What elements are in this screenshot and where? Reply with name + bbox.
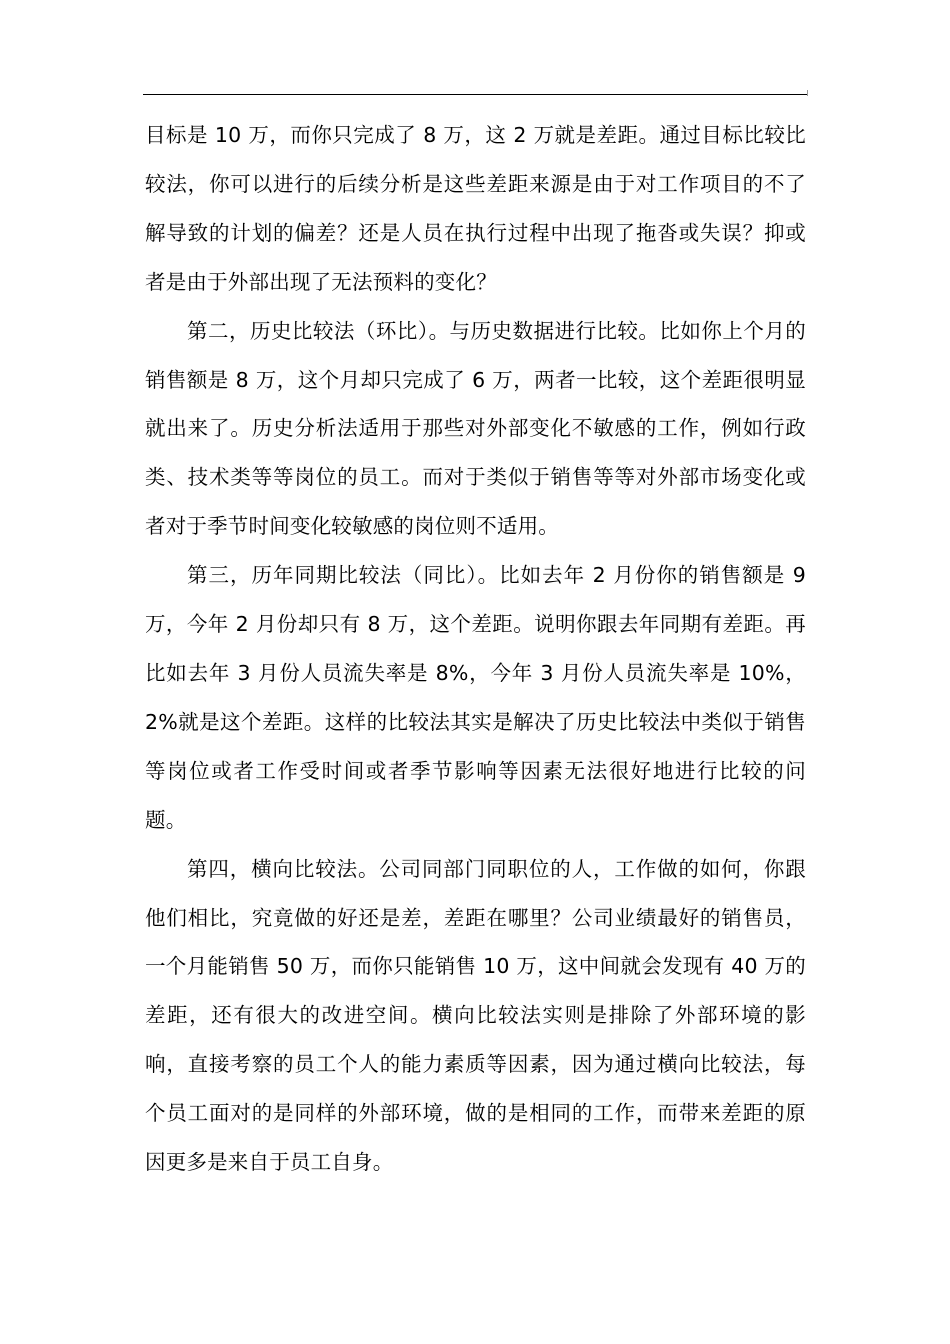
paragraph-horizontal-comparison: 第四，横向比较法。公司同部门同职位的人，工作做的如何，你跟他们相比，究竟做的好还是差，差距在哪里？公司业绩最好的销售员，一个月能销售 50 万，而你只能销售 10 万，这中间就会发现有 40 万的差距，还有很大的改进空间。横向比较法实则是排除了外部环境的影响，直接考察的员工个人的能力素质等因素，因为通过横向比较法，每个员工面对的是同样的外部环境，做的是相同的工作，而带来差距的原因更多是来自于员工自身。 — [145, 856, 806, 1175]
paragraph-target-comparison: 目标是 10 万，而你只完成了 8 万，这 2 万就是差距。通过目标比较比较法，你可以进行的后续分析是这些差距来源是由于对工作项目的不了解导致的计划的偏差？还是人员在执行过程中出现了拖沓或失误？抑或者是由于外部出现了无法预料的变化？ — [145, 123, 806, 294]
header-rule-corner-mark — [807, 90, 808, 96]
paragraph-historical-comparison: 第二，历史比较法（环比）。与历史数据进行比较。比如你上个月的销售额是 8 万，这个月却只完成了 6 万，两者一比较，这个差距很明显就出来了。历史分析法适用于那些对外部变化不敏感的工作，例如行政类、技术类等等岗位的员工。而对于类似于销售等等对外部市场变化或者对于季节时间变化较敏感的岗位则不适用。 — [145, 318, 806, 539]
document-body — [145, 111, 806, 1187]
header-rule — [143, 94, 808, 95]
paragraph-year-over-year-comparison: 第三，历年同期比较法（同比）。比如去年 2 月份你的销售额是 9 万，今年 2 月份却只有 8 万，这个差距。说明你跟去年同期有差距。再比如去年 3 月份人员流失率是 8%，今年 3 月份人员流失率是 10%，2%就是这个差距。这样的比较法其实是解决了历史比较法中类似于销售等岗位或者工作受时间或者季节影响等因素无法很好地进行比较的问题。 — [145, 563, 806, 832]
